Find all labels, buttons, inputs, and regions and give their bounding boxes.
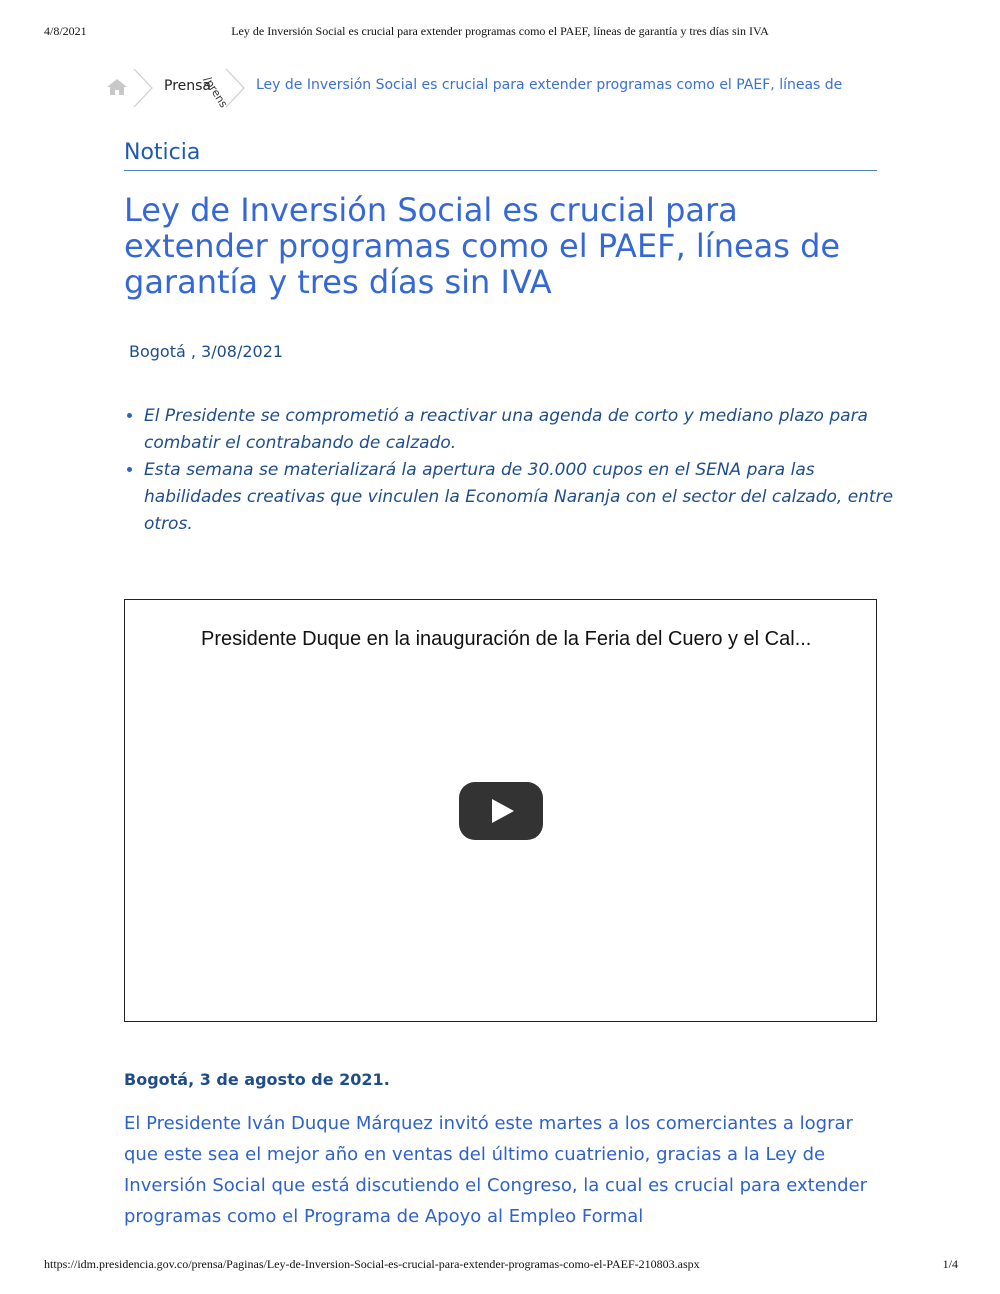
list-item: • El Presidente se comprometió a reactivar una agenda de corto y mediano plazo para combatir el contrabando de calzado. xyxy=(144,403,904,457)
body-paragraph: El Presidente Iván Duque Márquez invitó este martes a los comerciantes a lograr que este sea el mejor año en ventas del último cuatrienio, gracias a la Ley de Inversión Social que está discutiendo el Congreso, la cual es crucial para extender programas como el Programa de Apoyo al Empleo Formal xyxy=(124,1113,868,1227)
play-icon[interactable] xyxy=(459,782,543,840)
breadcrumb-current[interactable]: Ley de Inversión Social es crucial para extender programas como el PAEF, líneas de xyxy=(256,77,843,93)
chevron-right-icon xyxy=(224,68,246,108)
breadcrumb xyxy=(106,68,906,111)
print-title: Ley de Inversión Social es crucial para extender programas como el PAEF, líneas de garantía y tres días sin IVA xyxy=(231,24,769,38)
list-item: • Esta semana se materializará la apertura de 30.000 cupos en el SENA para las habilidades creativas que vinculen la Economía Naranja con el sector del calzado, entre otros. xyxy=(144,457,904,538)
dateline: Bogotá , 3/08/2021 xyxy=(129,342,284,361)
print-url: https://idm.presidencia.gov.co/prensa/Paginas/Ley-de-Inversion-Social-es-crucial-para-extender-programas-como-el-PAEF-210803.aspx xyxy=(44,1257,700,1271)
section-label: Noticia xyxy=(124,140,877,171)
home-icon[interactable] xyxy=(106,78,128,96)
video-title[interactable]: Presidente Duque en la inauguración de la Feria del Cuero y el Cal... xyxy=(201,628,812,650)
breadcrumb-url-fragment: /prens xyxy=(200,74,231,111)
body-dateline: Bogotá, 3 de agosto de 2021. xyxy=(124,1070,390,1089)
print-date: 4/8/2021 xyxy=(44,24,87,38)
page-title: Ley de Inversión Social es crucial para extender programas como el PAEF, líneas de garantía y tres días sin IVA xyxy=(124,191,841,301)
highlights-list xyxy=(120,403,904,538)
chevron-right-icon xyxy=(132,68,154,108)
breadcrumb-prensa[interactable]: Prensa xyxy=(164,78,212,94)
video-embed[interactable] xyxy=(124,599,877,1022)
page-number: 1/4 xyxy=(942,1257,958,1271)
